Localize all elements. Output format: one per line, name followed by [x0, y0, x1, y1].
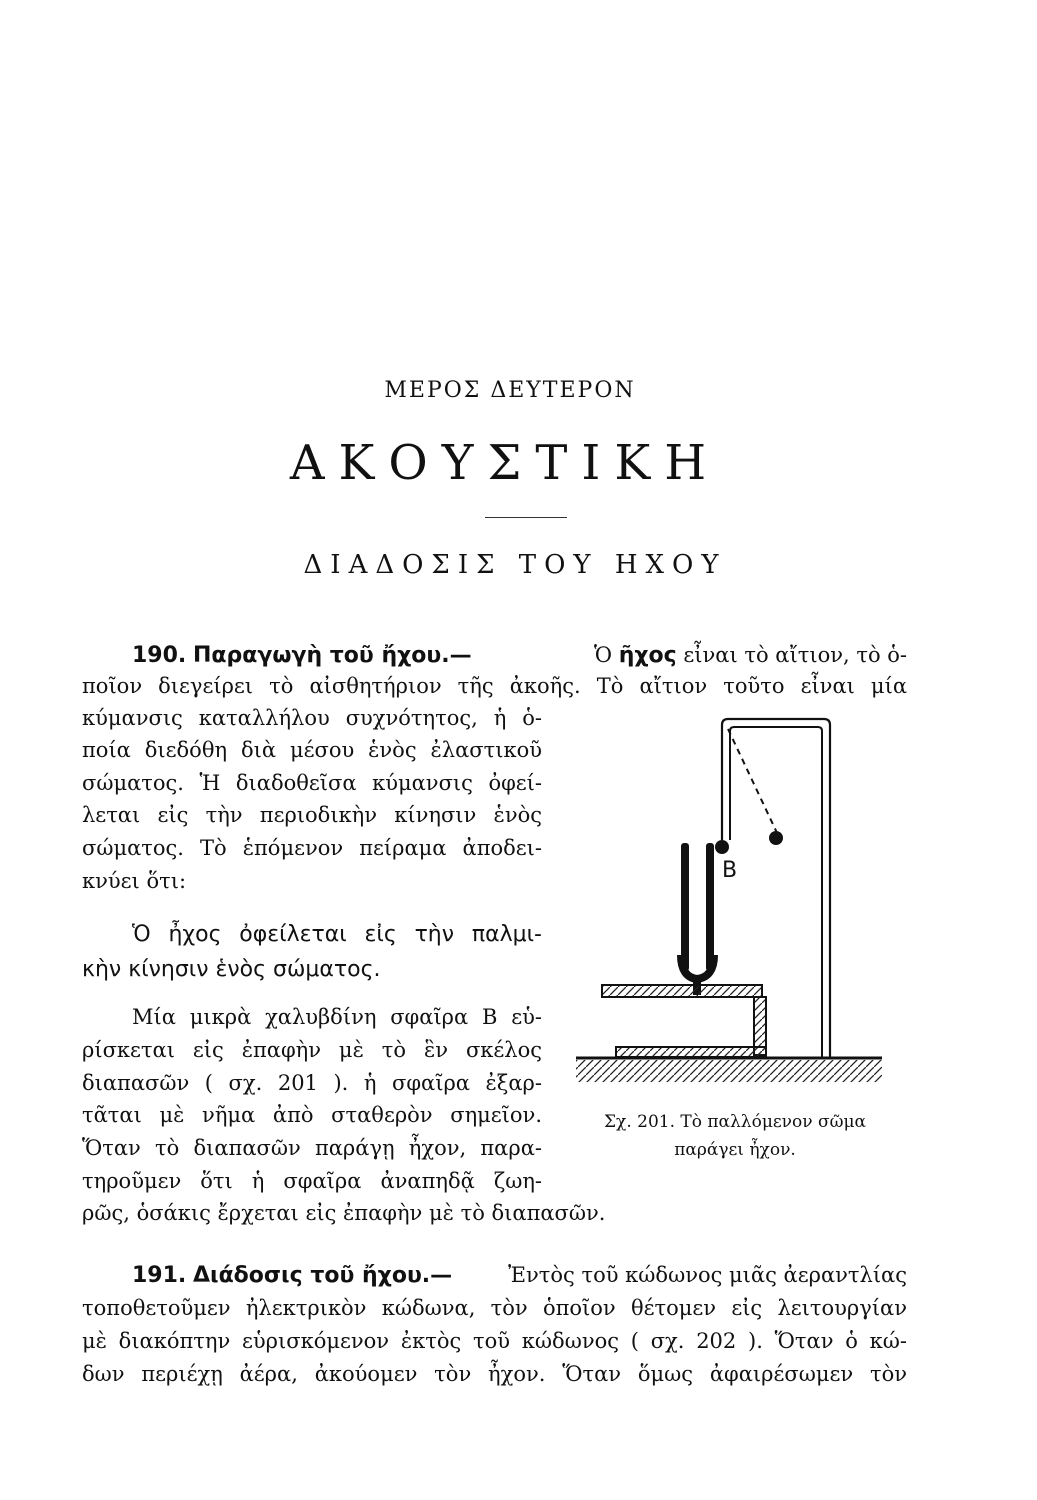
section-191-heading-line	[132, 1260, 907, 1291]
section-190-heading	[132, 640, 472, 671]
section-190-first-sentence	[594, 640, 907, 671]
paragraph-line: μὲ διακόπτην εὑρισκόμενον ἐκτὸς τοῦ κώδωνος ( σχ. 202 ). Ὅταν ὁ κώ-	[82, 1329, 907, 1353]
tuning-fork-figure	[570, 715, 890, 1090]
stand-frame	[722, 719, 830, 1059]
paragraph-line: ρίσκεται εἰς ἐπαφὴν μὲ τὸ ἓν σκέλος	[82, 1038, 542, 1062]
chapter-subtitle: ΔΙΑΔΟΣΙΣ ΤΟΥ ΗΧΟΥ	[303, 550, 727, 580]
steel-ball-swinging	[769, 831, 783, 845]
ground-hatch	[576, 1060, 882, 1082]
paragraph-line: κνύει ὅτι:	[82, 869, 187, 893]
shelf-foot	[616, 1047, 766, 1057]
paragraph-line: τοποθετοῦμεν ἠλεκτρικὸν κώδωνα, τὸν ὁποῖον θέτομεν εἰς λειτουργίαν	[82, 1296, 907, 1320]
section-191-first-sentence: Ἐντὸς τοῦ κώδωνος μιᾶς ἀεραντλίας	[508, 1263, 907, 1287]
paragraph-line: ποία διεδόθη διὰ μέσου ἑνὸς ἐλαστικοῦ	[82, 738, 542, 762]
section-190-title: Παραγωγὴ τοῦ ἤχου.—	[192, 643, 472, 668]
section-191-title: Διάδοσις τοῦ ἤχου.—	[192, 1263, 453, 1288]
stand-frame-inner	[730, 727, 822, 1059]
paragraph-line: δων περιέχῃ ἀέρα, ἀκούομεν τὸν ἦχον. Ὅταν ὅμως ἀφαιρέσωμεν τὸν	[82, 1362, 907, 1386]
paragraph-line: ποῖον διεγείρει τὸ αἰσθητήριον τῆς ἀκοῆς. Τὸ αἴτιον τοῦτο εἶναι μία	[82, 674, 907, 698]
shelf-top	[602, 985, 762, 997]
section-190-number: 190.	[132, 643, 187, 668]
lead-word: ῆχος	[618, 643, 677, 668]
paragraph-line: διαπασῶν ( σχ. 201 ). ἡ σφαῖρα ἐξαρ-	[82, 1071, 542, 1095]
fork-prong-right	[706, 843, 714, 971]
section-191-heading	[132, 1260, 452, 1291]
chapter-title: ΑΚΟΥΣΤΙΚΗ	[289, 435, 721, 491]
sentence-start: Ὁ	[593, 643, 612, 667]
part-heading: ΜΕΡΟΣ ΔΕΥΤΕΡΟΝ	[384, 378, 636, 403]
section-190-heading-line	[132, 640, 907, 671]
paragraph-line: λεται εἰς τὴν περιοδικὴν κίνησιν ἑνὸς	[82, 803, 542, 827]
thread	[728, 729, 778, 835]
paragraph-line: ρῶς, ὁσάκις ἔρχεται εἰς ἐπαφὴν μὲ τὸ διαπασῶν.	[82, 1201, 606, 1225]
section-191-number: 191.	[132, 1263, 187, 1288]
sentence-rest: εἶναι τὸ αἴτιον, τὸ ὁ-	[683, 643, 907, 667]
principle-line: Ὁ ἦχος ὀφείλεται εἰς τὴν παλμι-	[132, 922, 542, 947]
figure-caption-line1: Σχ. 201. Τὸ παλλόμενον σῶμα	[604, 1112, 866, 1132]
principle-line: κὴν κίνησιν ἑνὸς σώματος.	[82, 957, 381, 982]
figure-label-b: B	[722, 858, 738, 883]
paragraph-line: σώματος. Ἡ διαδοθεῖσα κύμανσις ὀφεί-	[82, 771, 542, 795]
paragraph-line: τηροῦμεν ὅτι ἡ σφαῖρα ἀναπηδᾷ ζωη-	[82, 1169, 542, 1193]
paragraph-line: κύμανσις καταλλήλου συχνότητος, ἡ ὁ-	[82, 706, 542, 730]
paragraph-line: τᾶται μὲ νῆμα ἀπὸ σταθερὸν σημεῖον.	[82, 1103, 542, 1127]
paragraph-line: Μία μικρὰ χαλυβδίνη σφαῖρα Β εὑ-	[132, 1005, 542, 1029]
steel-ball-b	[715, 840, 729, 854]
title-divider	[485, 517, 567, 518]
fork-prong-left	[681, 843, 689, 971]
paragraph-line: Ὅταν τὸ διαπασῶν παράγῃ ἦχον, παρα-	[82, 1136, 542, 1160]
figure-caption-line2: παράγει ἦχον.	[674, 1140, 796, 1160]
paragraph-line: σώματος. Τὸ ἑπόμενον πείραμα ἀποδει-	[82, 836, 542, 860]
